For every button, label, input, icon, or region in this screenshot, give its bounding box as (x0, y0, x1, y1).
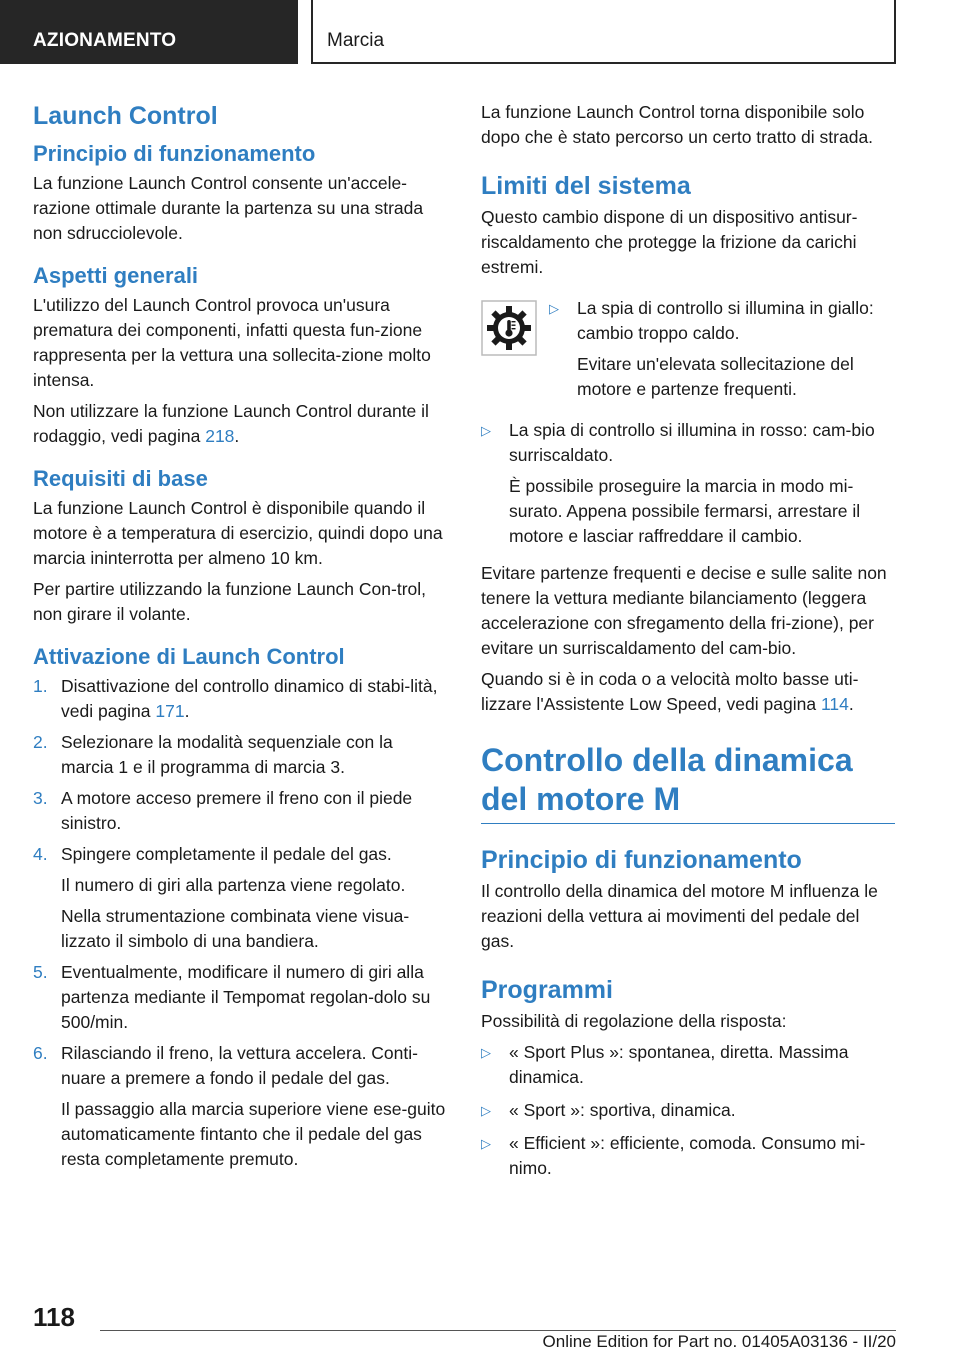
paragraph-limiti: Questo cambio dispone di un dispositivo antisur-riscaldamento che protegge la frizione da carichi estremi. (481, 207, 858, 277)
step-number: 3. (33, 788, 48, 808)
paragraph-requisiti-1: La funzione Launch Control è disponibile quando il motore è a temperatura di esercizio, quindi dopo una marcia ininterrotta per almeno 10 km. (33, 498, 443, 568)
list-item: ▷ « Sport Plus »: spontanea, diretta. Massima dinamica. (481, 1040, 895, 1090)
heading-aspetti: Aspetti generali (33, 263, 199, 288)
list-item: ▷ « Sport »: sportiva, dinamica. (481, 1098, 895, 1123)
page-number: 118 (33, 1302, 75, 1332)
list-item: ▷ La spia di controllo si illumina in giallo: cambio troppo caldo. Evitare un'elevata sollecitazione del motore e partenze frequenti. (549, 296, 895, 402)
step-number: 5. (33, 962, 48, 982)
section-title-controllo-dinamica: Controllo della dinamica del motore M (481, 741, 895, 824)
list-item: 2. Selezionare la modalità sequenziale con la marcia 1 e il programma di marcia 3. (33, 730, 447, 780)
bullet-icon: ▷ (481, 1136, 491, 1151)
section-tab: AZIONAMENTO (0, 0, 298, 64)
chapter-tab: Marcia (311, 0, 896, 64)
paragraph-principio-2: Il controllo della dinamica del motore M influenza le reazioni della vettura ai movimenti del pedale del gas. (481, 881, 878, 951)
bullet-icon: ▷ (481, 423, 491, 438)
warning-block (481, 296, 895, 410)
edition-note: Online Edition for Part no. 01405A03136 - II/20 (542, 1332, 896, 1351)
paragraph-intro: La funzione Launch Control torna disponibile solo dopo che è stato percorso un certo tratto di strada. (481, 102, 874, 147)
page-link-171[interactable]: 171 (155, 701, 185, 721)
paragraph-programmi: Possibilità di regolazione della risposta: (481, 1011, 787, 1031)
paragraph-aspetti-1: L'utilizzo del Launch Control provoca un'usura prematura dei componenti, infatti questa fun-zione rappresenta per la vettura una sollecita-zione molto intensa. (33, 295, 431, 390)
footer-divider (100, 1330, 896, 1331)
list-item: 5. Eventualmente, modificare il numero di giri alla partenza mediante il Tempomat regolan-dolo su 500/min. (33, 960, 447, 1035)
list-item: 4. Spingere completamente il pedale del gas. Il numero di giri alla partenza viene regolato. Nella strumentazione combinata viene visua-lizzato il simbolo di una bandiera. (33, 842, 447, 954)
warning-list-2 (481, 418, 895, 549)
list-item: ▷ « Efficient »: efficiente, comoda. Consumo mi-nimo. (481, 1131, 895, 1181)
page-link-114[interactable]: 114 (820, 694, 849, 714)
left-column (33, 100, 447, 1178)
paragraph-aspetti-2: Non utilizzare la funzione Launch Control durante il rodaggio, vedi pagina 218. (33, 401, 429, 446)
paragraph-evitare: Evitare partenze frequenti e decise e sulle salite non tenere la vettura mediante bilanciamento (leggera accelerazione con sfregamento della fri-zione), per evitare un surriscaldamento del cam-bio. (481, 563, 887, 658)
paragraph-coda: Quando si è in coda o a velocità molto basse uti-lizzare l'Assistente Low Speed, vedi pagina 114. (481, 669, 859, 714)
bullet-icon: ▷ (481, 1045, 491, 1060)
step-number: 2. (33, 732, 48, 752)
step-number: 4. (33, 844, 48, 864)
page-link-218[interactable]: 218 (205, 426, 235, 446)
heading-principio-2: Principio di funzionamento (481, 846, 802, 874)
gear-temperature-icon (481, 300, 537, 356)
section-title-launch-control: Launch Control (33, 102, 218, 130)
paragraph-principio: La funzione Launch Control consente un'accele-razione ottimale durante la partenza su una strada non sdrucciolevole. (33, 173, 424, 243)
list-item: 6. Rilasciando il freno, la vettura accelera. Conti-nuare a premere a fondo il pedale del gas. Il passaggio alla marcia superiore viene ese-guito automaticamente fintanto che il pedale del gas resta completamente premuto. (33, 1041, 447, 1172)
step-number: 6. (33, 1043, 48, 1063)
heading-requisiti: Requisiti di base (33, 466, 208, 491)
page-header (0, 0, 960, 64)
heading-programmi: Programmi (481, 976, 613, 1004)
heading-principio: Principio di funzionamento (33, 141, 316, 166)
heading-attivazione: Attivazione di Launch Control (33, 644, 345, 669)
activation-steps (33, 674, 447, 1172)
paragraph-requisiti-2: Per partire utilizzando la funzione Launch Con-trol, non girare il volante. (33, 579, 426, 624)
bullet-icon: ▷ (549, 301, 559, 316)
warning-list (549, 296, 895, 410)
list-item: ▷ La spia di controllo si illumina in rosso: cam-bio surriscaldato. È possibile proseguire la marcia in modo mi-surato. Appena possibile fermarsi, arrestare il motore e lasciar raffreddare il cambio. (481, 418, 895, 549)
right-column (481, 100, 895, 1189)
list-item: 1. Disattivazione del controllo dinamico di stabi-lità, vedi pagina 171. (33, 674, 447, 724)
heading-limiti: Limiti del sistema (481, 172, 691, 200)
program-list (481, 1040, 895, 1181)
step-number: 1. (33, 676, 48, 696)
bullet-icon: ▷ (481, 1103, 491, 1118)
list-item: 3. A motore acceso premere il freno con il piede sinistro. (33, 786, 447, 836)
page-footer (0, 1296, 960, 1362)
